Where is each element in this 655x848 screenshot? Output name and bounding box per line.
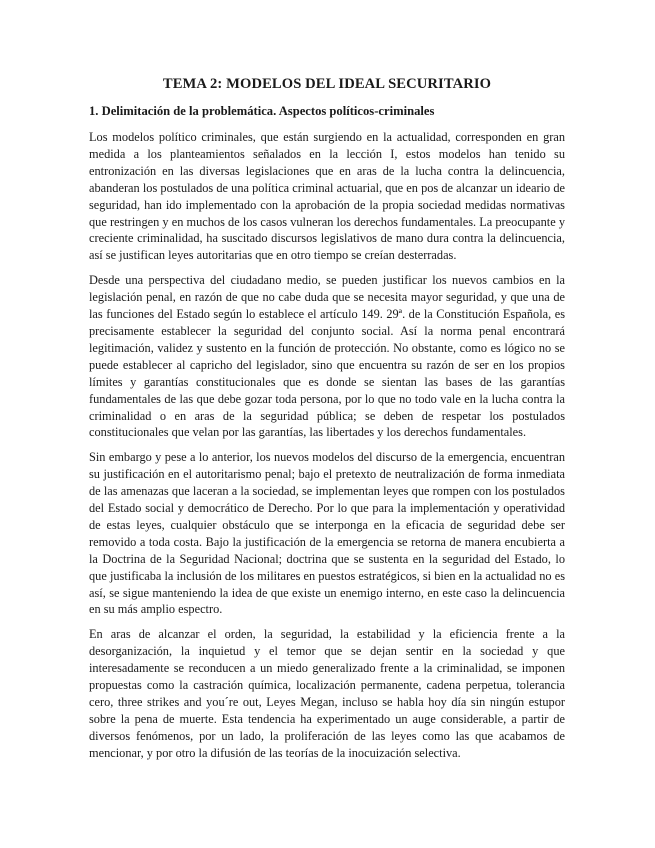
document-page [89,74,565,770]
paragraph-2: Desde una perspectiva del ciudadano medio, se pueden justificar los nuevos cambios en la legislación penal, en razón de que no cabe duda que se necesita mayor seguridad, y que una de las funciones del Estado según lo establece el artículo 149. 29ª. de la Constitución Española, es precisamente establecer la seguridad del conjunto social. Así la norma penal encontrará legitimación, validez y sustento en la función de protección. No obstante, como es lógico no se puede establecer al capricho del legislador, sino que encuentra su razón de ser en los propios límites y garantías constitucionales que es donde se sientan las bases de las garantías fundamentales de las que debe gozar toda persona, por lo que no todo vale en la lucha contra la criminalidad o en aras de la seguridad pública; se deben de respetar los postulados constitucionales que velan por las garantías, las libertades y los derechos fundamentales. [89,273,565,440]
paragraph-4: En aras de alcanzar el orden, la seguridad, la estabilidad y la eficiencia frente a la desorganización, la inquietud y el temor que se dejan sentir en la sociedad y que interesadamente se reconducen a un miedo generalizado frente a la criminalidad, se imponen propuestas como la castración química, localización permanente, cadena perpetua, tolerancia cero, three strikes and you´re out, Leyes Megan, incluso se habla hoy día sin ningún estupor sobre la pena de muerte. Esta tendencia ha experimentado un auge considerable, a partir de diversos fenómenos, por un lado, la proliferación de las leyes como las que acabamos de mencionar, y por otro la difusión de las teorías de la inocuización selectiva. [89,627,565,760]
paragraph-3: Sin embargo y pese a lo anterior, los nuevos modelos del discurso de la emergencia, encuentran su justificación en el autoritarismo penal; bajo el pretexto de neutralización de forma inmediata de las amenazas que laceran a la sociedad, se implementan leyes que rompen con los postulados del Estado social y democrático de Derecho. Por lo que para la implementación y operatividad de estas leyes, cualquier obstáculo que se interponga en la eficacia de seguridad debe ser removido a toda costa. Bajo la justificación de la emergencia se retorna de manera encubierta a la Doctrina de la Seguridad Nacional; doctrina que se sustenta en la seguridad del Estado, lo que justificaba la inclusión de los militares en puestos estratégicos, si bien en la actualidad no es así, se sigue manteniendo la idea de que existe un enemigo interno, en este caso la delincuencia en su más amplio espectro. [89,450,565,617]
page-title: TEMA 2: MODELOS DEL IDEAL SECURITARIO [162,76,492,92]
paragraph-1: Los modelos político criminales, que están surgiendo en la actualidad, corresponden en gran medida a los planteamientos señalados en la lección I, estos modelos han tenido su entronización en las diversas legislaciones que en aras de la lucha contra la delincuencia, abanderan los postulados de una política criminal actuarial, que en pos de alcanzar un ideario de seguridad, han ido implementado con la aprobación de la propia sociedad medidas normativas que restringen y en muchos de los casos vulneran los derechos fundamentales. La preocupante y creciente criminalidad, ha suscitado discursos legislativos de mano dura contra la delincuencia, así se justifican leyes autoritarias que en otro tiempo se creían desterradas. [89,130,565,263]
section-heading: 1. Delimitación de la problemática. Aspectos políticos-criminales [89,104,435,118]
